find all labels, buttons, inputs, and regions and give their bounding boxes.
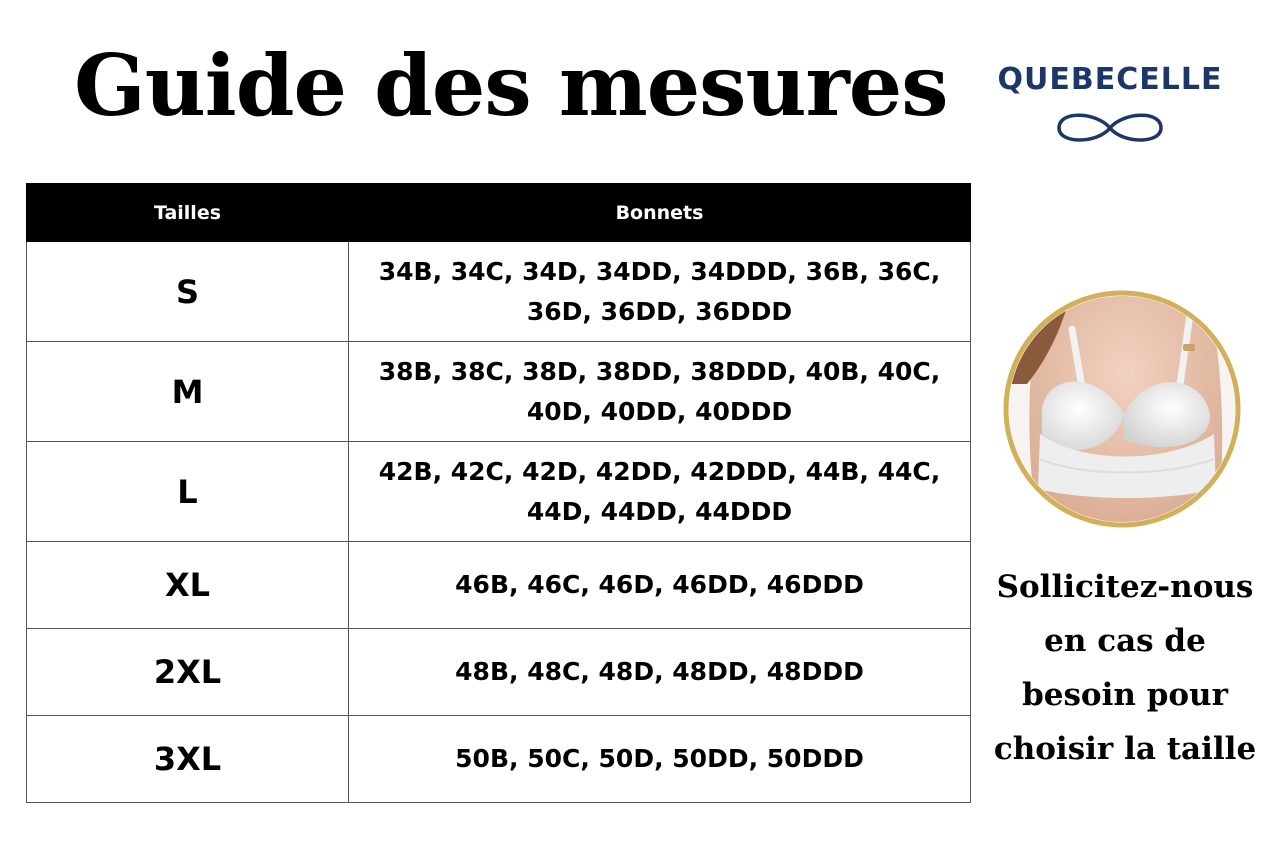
table-row — [27, 342, 971, 442]
size-cell: L — [27, 442, 349, 542]
size-cell: XL — [27, 542, 349, 629]
cups-cell: 42B, 42C, 42D, 42DD, 42DDD, 44B, 44C, 44D, 44DD, 44DDD — [349, 442, 971, 542]
cups-cell: 38B, 38C, 38D, 38DD, 38DDD, 40B, 40C, 40D, 40DD, 40DDD — [349, 342, 971, 442]
table-row — [27, 542, 971, 629]
cups-cell: 50B, 50C, 50D, 50DD, 50DDD — [349, 716, 971, 803]
size-table — [26, 183, 971, 803]
column-header-tailles: Tailles — [27, 184, 349, 242]
cups-cell: 46B, 46C, 46D, 46DD, 46DDD — [349, 542, 971, 629]
column-header-bonnets: Bonnets — [349, 184, 971, 242]
size-cell: M — [27, 342, 349, 442]
table-row — [27, 442, 971, 542]
size-cell: 2XL — [27, 629, 349, 716]
help-text: Sollicitez-nous en cas de besoin pour choisir la taille — [993, 569, 1257, 767]
table-row — [27, 716, 971, 803]
brand-logo-text: QUEBECELLE — [997, 62, 1223, 97]
table-row — [27, 242, 971, 342]
cups-cell: 48B, 48C, 48D, 48DD, 48DDD — [349, 629, 971, 716]
size-cell: S — [27, 242, 349, 342]
table-header-row — [27, 184, 971, 242]
page-title: Guide des mesures — [74, 36, 948, 135]
bra-product-photo — [1002, 289, 1242, 529]
cups-cell: 34B, 34C, 34D, 34DD, 34DDD, 36B, 36C, 36D, 36DD, 36DDD — [349, 242, 971, 342]
size-cell: 3XL — [27, 716, 349, 803]
infinity-icon — [1051, 106, 1169, 150]
brand-logo — [985, 62, 1235, 152]
table-row — [27, 629, 971, 716]
